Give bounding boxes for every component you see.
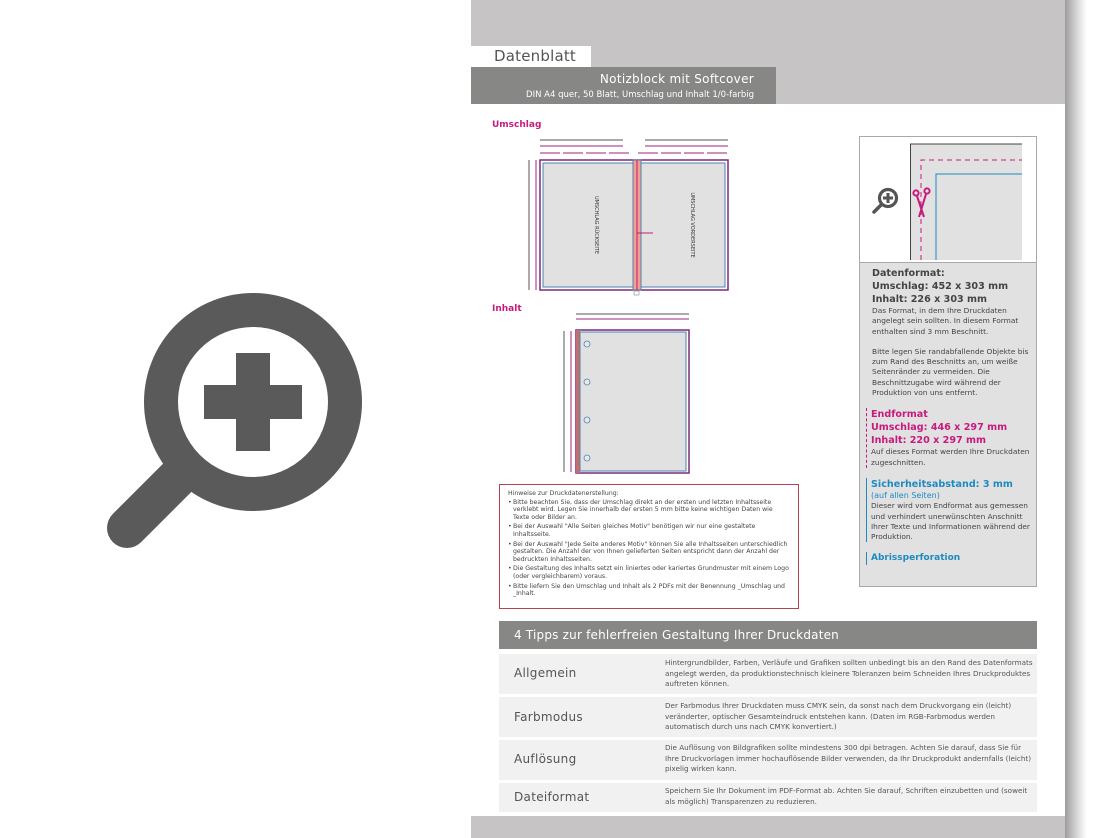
tips-header: 4 Tipps zur fehlerfreien Gestaltung Ihrer Druckdaten: [499, 621, 1037, 649]
content-section-label: Inhalt: [492, 304, 522, 314]
tip-text: Der Farbmodus Ihrer Druckdaten muss CMYK sein, da sonst nach dem Druckvorgang ein (leicht) veränderter, optischer Gesamteindruck entstehen kann. (Daten im RGB-Farbmodus werden automatisch durch uns nach CMYK konvertiert.): [665, 701, 1012, 731]
hint-item: • Bitte beachten Sie, dass der Umschlag direkt an der ersten und letzten Inhaltsseite verklebt wird. Legen Sie innerhalb der ersten 5 mm bitte keine wichtigen Daten wie Texte oder Bilder an.: [508, 499, 790, 522]
zoom-in-icon[interactable]: [105, 290, 365, 550]
tip-row-farbmodus: [499, 697, 1037, 737]
product-title-bar: [471, 67, 776, 104]
product-subtitle: DIN A4 quer, 50 Blatt, Umschlag und Inhalt 1/0-farbig: [526, 90, 754, 100]
safety-text: Dieser wird vom Endformat aus gemessen und verhindert unerwünschten Anschnitt Ihrer Texte und Informationen während der Produktion.: [871, 501, 1030, 542]
data-format-content: Inhalt: 226 x 303 mm: [872, 294, 988, 305]
tip-label: Allgemein: [514, 666, 577, 680]
tip-row-dateiformat: [499, 783, 1037, 812]
tip-text: Hintergrundbilder, Farben, Verläufe und Grafiken sollten unbedingt bis an den Rand des Datenformats angelegt werden, da produktionstechnisch kleinere Toleranzen beim Schneiden Ihres Druckproduktes auftreten können.: [665, 658, 1033, 688]
tip-row-aufloesung: [499, 740, 1037, 780]
safety-margin-block: [866, 478, 1034, 542]
footer-band: [471, 816, 1065, 838]
data-format-cover: Umschlag: 452 x 303 mm: [872, 281, 1009, 292]
cover-section-label: Umschlag: [492, 120, 542, 130]
tip-label: Dateiformat: [514, 790, 590, 804]
cover-back-label: UMSCHLAG RÜCKSEITE: [593, 195, 599, 255]
bleed-preview: [860, 137, 1036, 263]
data-format-text1: Das Format, in dem Ihre Druckdaten angelegt sein sollten. In diesem Format enthalten sind 3 mm Beschnitt.: [872, 306, 1019, 336]
end-format-text: Auf dieses Format werden Ihre Druckdaten zugeschnitten.: [871, 447, 1030, 467]
tip-text: Die Auflösung von Bildgrafiken sollte mindestens 300 dpi betragen. Achten Sie darauf, dass Sie für Ihre Druckvorlagen immer hochauflösende Bilder verwenden, da Ihr Druckprodukt andernfalls (leicht) pixelig wirken kann.: [665, 743, 1032, 773]
tip-text: Speichern Sie Ihr Dokument im PDF-Format ab. Achten Sie darauf, Schriften einzubetten und (soweit als möglich) Transparenzen zu reduzieren.: [665, 786, 1028, 806]
cover-front-label: UMSCHLAG VORDERSEITE: [689, 192, 695, 258]
document-tab-title: Datenblatt: [471, 46, 591, 67]
safety-heading: Sicherheitsabstand: 3 mm: [871, 478, 1013, 490]
data-format-block: [872, 267, 1034, 398]
tip-row-allgemein: [499, 654, 1037, 694]
perforation-label: Abrissperforation: [871, 553, 961, 564]
safety-sub: (auf allen Seiten): [871, 490, 940, 500]
perforation-block: [866, 552, 1034, 565]
end-format-content: Inhalt: 220 x 297 mm: [871, 435, 987, 447]
hints-title: Hinweise zur Druckdatenerstellung:: [508, 490, 619, 497]
hint-item: • Bitte liefern Sie den Umschlag und Inhalt als 2 PDFs mit der Benennung _Umschlag und _Inhalt.: [508, 583, 790, 598]
end-format-cover: Umschlag: 446 x 297 mm: [871, 422, 1008, 434]
data-format-heading: Datenformat:: [872, 268, 945, 279]
cover-diagram: [521, 133, 731, 298]
page-shadow: [1065, 0, 1087, 838]
end-format-block: [866, 408, 1034, 468]
tip-label: Farbmodus: [514, 710, 583, 724]
datasheet-page: [471, 0, 1065, 838]
content-diagram: [561, 310, 701, 480]
product-title: Notizblock mit Softcover: [599, 72, 754, 86]
hint-item: • Bei der Auswahl "Jede Seite anderes Motiv" können Sie alle Inhaltsseiten unterschiedlich gestalten. Die Anzahl der von Ihnen gelieferten Seiten entspricht dann der Anzahl der bedruckten Inhaltsseiten.: [508, 541, 790, 564]
data-format-text2: Bitte legen Sie randabfallende Objekte bis zum Rand des Beschnitts an, um weiße Seitenränder zu vermeiden. Die Beschnittzugabe wird während der Produktion von uns entfernt.: [872, 346, 1029, 398]
end-format-heading: Endformat: [871, 409, 928, 421]
hints-list: [508, 499, 790, 598]
tip-label: Auflösung: [514, 752, 577, 766]
hint-item: • Bei der Auswahl "Alle Seiten gleiches Motiv" benötigen wir nur eine gestaltete Inhaltsseite.: [508, 523, 790, 538]
format-info-panel: [859, 136, 1037, 587]
hints-box: [499, 484, 799, 609]
hint-item: • Die Gestaltung des Inhalts setzt ein liniertes oder kariertes Grundmuster mit einem Logo (oder vergleichbarem) voraus.: [508, 565, 790, 580]
zoom-in-icon[interactable]: [874, 190, 897, 213]
